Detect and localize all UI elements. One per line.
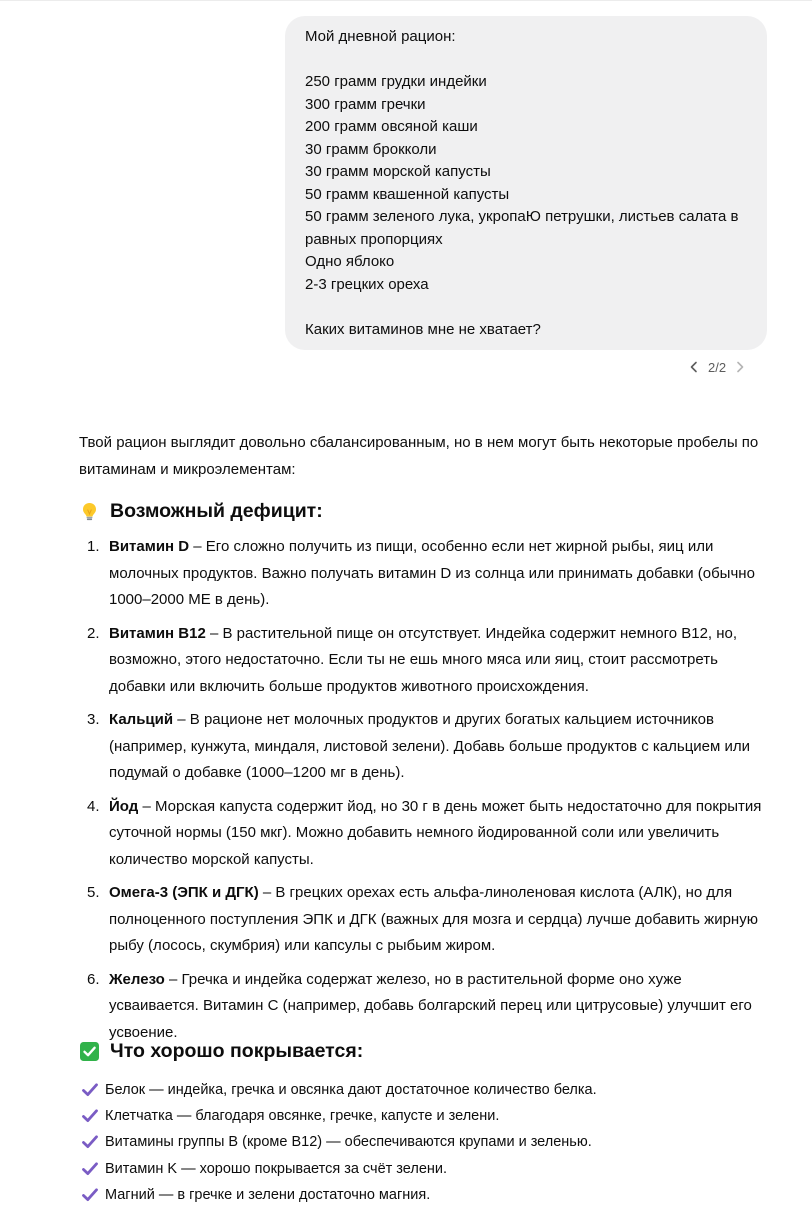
deficit-number: 5. — [87, 884, 100, 901]
heavy-check-mark-icon — [81, 1133, 99, 1151]
covered-item — [79, 1129, 597, 1155]
covered-item — [79, 1077, 597, 1103]
covered-item — [79, 1182, 597, 1208]
response-pager — [686, 357, 756, 377]
deficit-text: – В грецких орехах есть альфа-линоленовая кислота (АЛК), но для полноценного поступления ЭПК и ДГК (важных для мозга и сердца) лучше добавить жирную рыбу (лосось, скумбрия) или капсулы с рыбьим жиром. — [109, 884, 758, 954]
lightbulb-icon — [79, 501, 100, 522]
heavy-check-mark-icon — [81, 1081, 99, 1099]
deficit-number: 2. — [87, 624, 100, 642]
deficit-term: Омега-3 (ЭПК и ДГК) — [109, 884, 259, 901]
deficit-item — [79, 794, 769, 874]
heavy-check-mark-icon — [81, 1160, 99, 1178]
deficit-number: 6. — [87, 970, 100, 988]
deficit-list — [79, 534, 769, 1053]
user-message-line: Одно яблоко — [305, 253, 395, 270]
deficit-number: 4. — [87, 797, 100, 815]
pager-counter: 2/2 — [708, 359, 727, 375]
assistant-answer — [79, 430, 779, 1203]
covered-text: Магний — в гречке и зелени достаточно магния. — [105, 1186, 431, 1203]
user-message-line: Каких витаминов мне не хватает? — [305, 320, 541, 338]
top-divider — [0, 0, 812, 1]
deficit-item — [79, 880, 769, 960]
covered-item — [79, 1156, 597, 1182]
user-message-line — [305, 296, 749, 319]
covered-text: Витамин K — хорошо покрывается за счёт зелени. — [105, 1160, 448, 1177]
answer-intro: Твой рацион выглядит довольно сбалансированным, но в нем могут быть некоторые пробелы по витаминам и микроэлементам: — [79, 434, 759, 478]
deficit-text: – В растительной пище он отсутствует. Индейка содержит немного B12, но, возможно, этого недостаточно. Если ты не ешь много мяса или яиц, стоит рассмотреть добавки или включить больше продуктов животного происхождения. — [109, 624, 738, 695]
user-message-line: Мой дневной рацион: — [305, 28, 456, 45]
deficit-text: – Гречка и индейка содержат железо, но в растительной форме оно хуже усваивается. Витамин C (например, добавь болгарский перец или цитрусовые) улучшит его усвоение. — [109, 970, 752, 1041]
chevron-right-icon[interactable] — [732, 359, 748, 375]
chevron-left-icon[interactable] — [686, 359, 702, 375]
covered-text: Белок — индейка, гречка и овсянка дают достаточное количество белка. — [105, 1082, 597, 1099]
deficit-term: Железо — [109, 970, 165, 988]
covered-list — [79, 1077, 597, 1208]
user-message-line: 30 грамм брокколи — [305, 140, 437, 158]
deficit-item — [79, 621, 769, 701]
covered-text: Клетчатка — благодаря овсянке, гречке, капусте и зелени. — [105, 1108, 500, 1125]
deficit-text: – Его сложно получить из пищи, особенно если нет жирной рыбы, яиц или молочных продуктов. Важно получать витамин D из солнца или принимать добавки (обычно 1000–2000 МЕ в день). — [109, 538, 755, 608]
user-message-line: 200 грамм овсяной каши — [305, 118, 478, 135]
user-message-line: 30 грамм морской капусты — [305, 163, 491, 180]
deficit-term: Йод — [109, 797, 139, 815]
deficit-item — [79, 534, 769, 614]
heavy-check-mark-icon — [81, 1107, 99, 1125]
deficit-number: 3. — [87, 711, 100, 728]
covered-text: Витамины группы B (кроме B12) — обеспечиваются крупами и зеленью. — [105, 1134, 592, 1151]
user-message-line: 50 грамм зеленого лука, укропаЮ петрушки, листьев салата в равных пропорциях — [305, 208, 743, 248]
user-message-line — [305, 49, 749, 72]
covered-item — [79, 1103, 597, 1129]
deficit-number: 1. — [87, 538, 100, 555]
deficit-term: Кальций — [109, 711, 174, 728]
deficit-term: Витамин B12 — [109, 624, 206, 642]
deficit-text: – В рационе нет молочных продуктов и других богатых кальцием источников (например, кунжута, миндаля, листовой зелени). Добавь больше продуктов с кальцием или подумай о добавке (1000–1200 мг в день). — [109, 711, 751, 781]
user-message-line: 50 грамм квашенной капусты — [305, 185, 510, 203]
heavy-check-mark-icon — [81, 1186, 99, 1204]
user-message-bubble — [285, 16, 767, 350]
deficit-text: – Морская капуста содержит йод, но 30 г в день может быть недостаточно для покрытия суточной нормы (150 мкг). Можно добавить немного йодированной соли или увеличить количество морской капусты. — [109, 797, 762, 868]
deficit-heading-text: Возможный дефицит: — [110, 500, 323, 522]
user-message-line: 250 грамм грудки индейки — [305, 73, 487, 90]
deficit-item — [79, 967, 769, 1047]
user-message-line: 300 грамм гречки — [305, 95, 426, 113]
user-message-line: 2-3 грецких ореха — [305, 275, 429, 293]
covered-heading-text: Что хорошо покрывается: — [110, 1040, 364, 1062]
check-mark-button-icon — [79, 1041, 100, 1062]
covered-heading — [79, 1040, 363, 1063]
deficit-term: Витамин D — [109, 538, 190, 555]
deficit-heading — [79, 500, 323, 523]
deficit-item — [79, 707, 769, 787]
